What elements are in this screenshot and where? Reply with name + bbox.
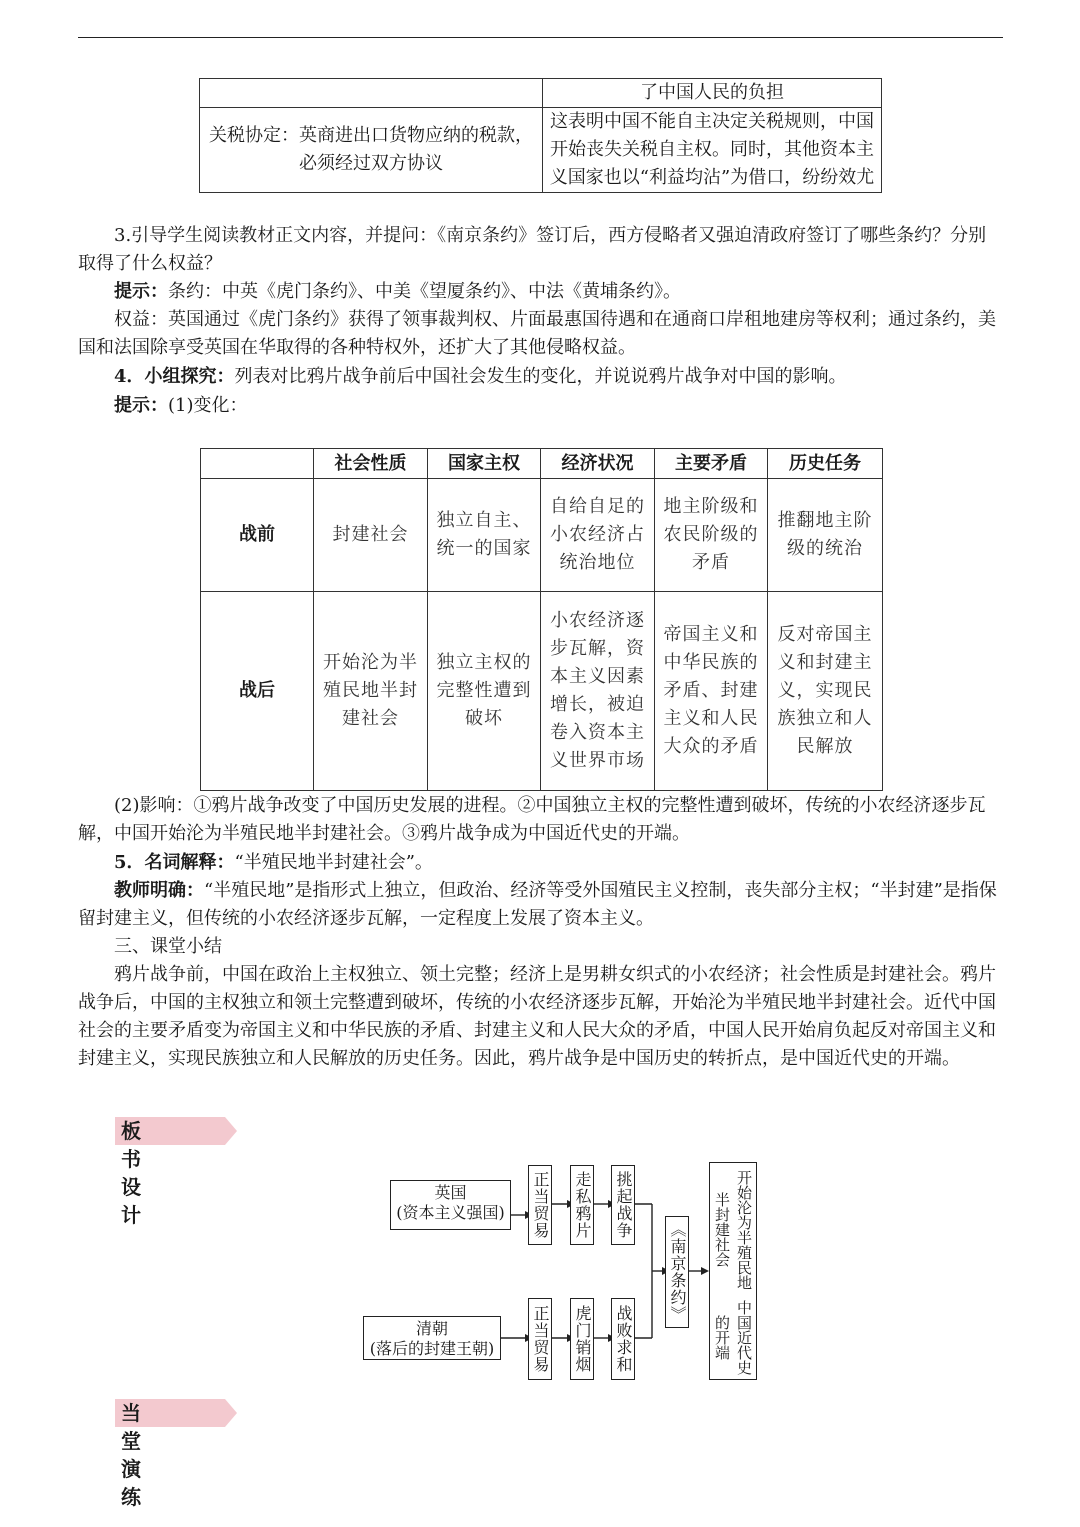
qing-box	[363, 1316, 501, 1360]
comparison-table	[200, 448, 883, 791]
table-cell: 小农经济逐步瓦解，资本主义因素增长，被迫卷入资本主义世界市场	[541, 592, 655, 791]
banner-label: 板书设计	[121, 1119, 142, 1227]
teacher-text: “半殖民地”是指形式上独立，但政治、经济等受外国殖民主义控制，丧失部分主权；“半封建”是指保留封建主义，但传统的小农经济逐步瓦解，一定程度上发展了资本主义。	[78, 880, 997, 929]
column-header	[201, 449, 314, 479]
final-label: 中国近代史的开端	[713, 1300, 753, 1376]
term-label: 5．名词解释：	[114, 852, 235, 873]
teacher-paragraph	[78, 877, 1003, 933]
term-paragraph	[78, 849, 1003, 877]
hint-text: (1)变化：	[168, 395, 248, 416]
britain-subtitle: (资本主义强国)	[396, 1203, 505, 1222]
hint-text: 条约：中英《虎门条约》、中美《望厦条约》、中法《黄埔条约》。	[168, 281, 681, 302]
hint-paragraph	[78, 278, 1003, 306]
table-cell: 独立主权的完整性遭到破坏	[428, 592, 541, 791]
banner-arrow-icon	[225, 1399, 237, 1427]
treaty-label: 《南京条约》	[668, 1221, 687, 1323]
row-label: 战后	[201, 592, 314, 791]
header-rule	[78, 37, 1003, 38]
column-header: 主要矛盾	[655, 449, 768, 479]
term-text: “半殖民地半封建社会”。	[234, 852, 433, 873]
table-cell: 推翻地主阶级的统治	[768, 479, 883, 592]
table-cell: 开始沦为半殖民地半封建社会	[314, 592, 428, 791]
blackboard-diagram	[355, 1160, 795, 1390]
table-cell: 封建社会	[314, 479, 428, 592]
bottom-step-label: 虎门销烟	[573, 1305, 592, 1373]
hint-changes-paragraph	[78, 392, 1003, 420]
banner-label: 当堂演练	[121, 1401, 142, 1509]
hint-label: 提示：	[114, 395, 168, 416]
question-text: 3.引导学生阅读教材正文内容，并提问：《南京条约》签订后，西方侵略者又强迫清政府签订了哪些条约？分别取得了什么权益？	[78, 225, 987, 274]
impact-paragraph	[78, 792, 1003, 848]
top-step-label: 挑起战争	[614, 1171, 633, 1239]
table-cell: 自给自足的小农经济占统治地位	[541, 479, 655, 592]
top-step-label: 正当贸易	[531, 1171, 550, 1239]
table-cell: 反对帝国主义和封建主义，实现民族独立和人民解放	[768, 592, 883, 791]
britain-title: 英国	[434, 1183, 467, 1202]
column-header: 社会性质	[314, 449, 428, 479]
question-paragraph	[78, 222, 1003, 278]
bottom-step-box	[570, 1298, 594, 1380]
group-task-label: 4．小组探究：	[114, 366, 235, 387]
treaty-table	[199, 78, 882, 193]
hint-label: 提示：	[114, 281, 168, 302]
column-header: 经济状况	[541, 449, 655, 479]
top-step-box	[528, 1165, 552, 1245]
table-header-row	[201, 449, 883, 479]
summary-paragraph	[78, 961, 1003, 1073]
table-cell: 关税协定：英商进出口货物应纳的税款，必须经过双方协议	[200, 108, 543, 193]
table-row	[200, 108, 882, 193]
section-title	[78, 933, 1003, 961]
bottom-step-label: 正当贸易	[531, 1305, 550, 1373]
table-row	[200, 79, 882, 108]
summary-text: 鸦片战争前，中国在政治上主权独立、领土完整；经济上是男耕女织式的小农经济；社会性质是封建社会。鸦片战争后，中国的主权独立和领土完整遭到破坏，传统的小农经济逐步瓦解，开始沦为半殖民地半封建社会。近代中国社会的主要矛盾变为帝国主义和中华民族的矛盾、封建主义和人民大众的矛盾，中国人民开始肩负起反对帝国主义和封建主义，实现民族独立和人民解放的历史任务。因此，鸦片战争是中国历史的转折点，是中国近代史的开端。	[78, 964, 996, 1069]
column-header: 国家主权	[428, 449, 541, 479]
column-header: 历史任务	[768, 449, 883, 479]
table-cell: 这表明中国不能自主决定关税规则，中国开始丧失关税自主权。同时，其他资本主义国家也以“利益均沾”为借口，纷纷效尤	[543, 108, 882, 193]
treaty-box	[665, 1216, 689, 1328]
banner-arrow-icon	[225, 1117, 237, 1145]
table-cell: 独立自主、统一的国家	[428, 479, 541, 592]
group-task-text: 列表对比鸦片战争前后中国社会发生的变化，并说说鸦片战争对中国的影响。	[234, 366, 847, 387]
table-row	[201, 592, 883, 791]
top-step-box	[570, 1165, 594, 1245]
table-cell: 地主阶级和农民阶级的矛盾	[655, 479, 768, 592]
britain-box	[390, 1180, 511, 1230]
rights-text: 权益：英国通过《虎门条约》获得了领事裁判权、片面最惠国待遇和在通商口岸租地建房等权利；通过条约，美国和法国除享受英国在华取得的各种特权外，还扩大了其他侵略权益。	[78, 309, 996, 358]
table-cell: 了中国人民的负担	[543, 79, 882, 108]
rights-paragraph	[78, 306, 1003, 362]
bottom-step-label: 战败求和	[614, 1305, 633, 1373]
top-step-label: 走私鸦片	[573, 1171, 592, 1239]
bottom-step-box	[611, 1298, 635, 1380]
top-step-box	[611, 1165, 635, 1245]
group-task-paragraph	[78, 363, 1003, 391]
qing-subtitle: (落后的封建王朝)	[369, 1339, 495, 1358]
section-title-text: 三、课堂小结	[114, 936, 222, 957]
qing-title: 清朝	[415, 1319, 448, 1338]
impact-text: (2)影响：①鸦片战争改变了中国历史发展的进程。②中国独立主权的完整性遭到破坏，传统的小农经济逐步瓦解，中国开始沦为半殖民地半封建社会。③鸦片战争成为中国近代史的开端。	[78, 795, 986, 844]
table-cell: 帝国主义和中华民族的矛盾、封建主义和人民大众的矛盾	[655, 592, 768, 791]
row-label: 战前	[201, 479, 314, 592]
table-row	[201, 479, 883, 592]
table-cell	[200, 79, 543, 108]
result-box	[709, 1162, 757, 1380]
bottom-step-box	[528, 1298, 552, 1380]
teacher-label: 教师明确：	[114, 880, 204, 901]
result-label: 开始沦为半殖民地半封建社会	[713, 1169, 753, 1290]
